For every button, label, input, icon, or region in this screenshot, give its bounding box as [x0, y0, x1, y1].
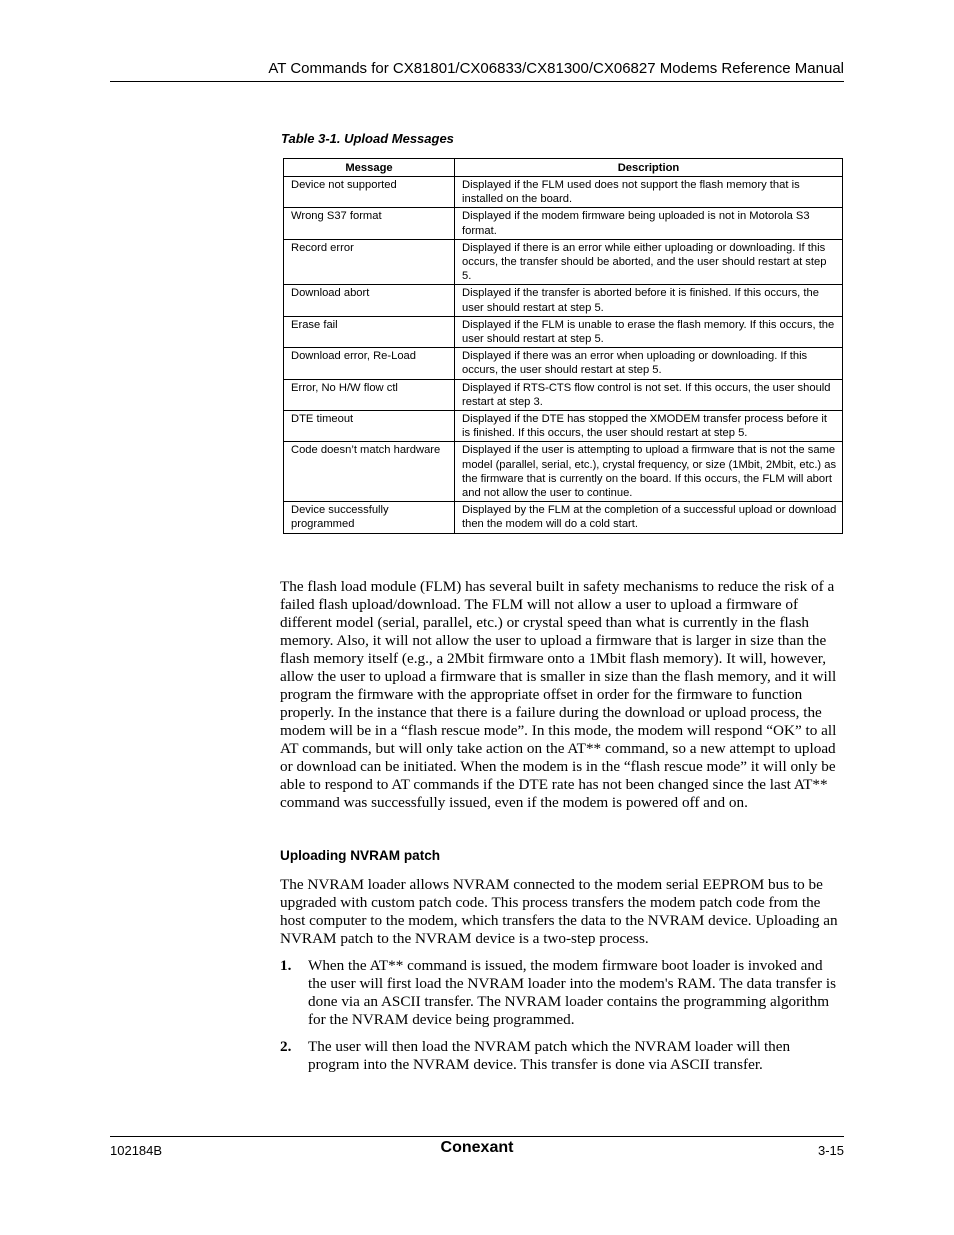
table-row: [284, 502, 843, 533]
table-row: [284, 239, 843, 285]
step-list: [280, 957, 844, 1029]
table-row: [284, 442, 843, 502]
message-cell: Error, No H/W flow ctl: [284, 379, 455, 410]
message-cell: Erase fail: [284, 316, 455, 347]
table-row: [284, 285, 843, 316]
description-cell: Displayed if there was an error when uploading or downloading. If this occurs, the user should restart at step 5.: [455, 348, 843, 379]
section-heading: Uploading NVRAM patch: [280, 848, 441, 863]
description-cell: Displayed if the DTE has stopped the XMODEM transfer process before it is finished. If this occurs, the user should restart at step 5.: [455, 411, 843, 442]
column-header-message: Message: [284, 159, 455, 177]
table-row: [284, 379, 843, 410]
table-row: [284, 208, 843, 239]
header-title: AT Commands for CX81801/CX06833/CX81300/CX06827 Modems Reference Manual: [268, 60, 844, 77]
step-number: 1.: [280, 957, 292, 974]
table-row: [284, 411, 843, 442]
message-cell: DTE timeout: [284, 411, 455, 442]
page-footer: [110, 1136, 844, 1161]
doc-number: 102184B: [110, 1143, 163, 1158]
description-cell: Displayed if the modem firmware being uploaded is not in Motorola S3 format.: [455, 208, 843, 239]
nvram-loader-paragraph: The NVRAM loader allows NVRAM connected to the modem serial EEPROM bus to be upgraded with custom patch code. This process transfers the modem patch code from the host computer to the modem, which transfers the data to the NVRAM device. Uploading an NVRAM patch to the NVRAM device is a two-step process.: [280, 876, 838, 947]
table-caption: Table 3-1. Upload Messages: [281, 131, 454, 146]
message-cell: Wrong S37 format: [284, 208, 455, 239]
message-cell: Device successfully programmed: [284, 502, 455, 533]
message-cell: Device not supported: [284, 177, 455, 208]
step-list: [280, 1038, 844, 1074]
description-cell: Displayed if the user is attempting to upload a firmware that is not the same model (parallel, serial, etc.), crystal frequency, or size (1Mbit, 2Mbit, etc.) as the firmware that is currently on the board. If this occurs, the FLM will abort and not allow the user to continue.: [455, 442, 843, 502]
description-cell: Displayed if the transfer is aborted before it is finished. If this occurs, the user should restart at step 5.: [455, 285, 843, 316]
message-cell: Download abort: [284, 285, 455, 316]
table-row: [284, 316, 843, 347]
step-item: [280, 1038, 844, 1074]
message-cell: Download error, Re-Load: [284, 348, 455, 379]
company-name: Conexant: [440, 1139, 514, 1156]
description-cell: Displayed if the FLM used does not support the flash memory that is installed on the board.: [455, 177, 843, 208]
message-cell: Record error: [284, 239, 455, 285]
description-cell: Displayed if RTS-CTS flow control is not set. If this occurs, the user should restart at step 3.: [455, 379, 843, 410]
table-row: [284, 348, 843, 379]
description-cell: Displayed if the FLM is unable to erase the flash memory. If this occurs, the user should restart at step 5.: [455, 316, 843, 347]
message-cell: Code doesn’t match hardware: [284, 442, 455, 502]
step-item: [280, 957, 844, 1029]
step-text: When the AT** command is issued, the modem firmware boot loader is invoked and the user will first load the NVRAM loader into the modem's RAM. The data transfer is done via an ASCII transfer. The NVRAM loader contains the programming algorithm for the NVRAM device being programmed.: [308, 957, 837, 1028]
description-cell: Displayed by the FLM at the completion of a successful upload or download then the modem will do a cold start.: [455, 502, 843, 533]
table-row: [284, 177, 843, 208]
column-header-description: Description: [455, 159, 843, 177]
step-number: 2.: [280, 1038, 292, 1055]
table-header-row: [284, 159, 843, 177]
page-number: 3-15: [817, 1143, 844, 1158]
flm-safety-paragraph: The flash load module (FLM) has several built in safety mechanisms to reduce the risk of a failed flash upload/download. The FLM will not allow a user to upload a firmware of different model (serial, parallel, etc.) or crystal speed than what is currently in the flash memory. Also, it will not allow the user to upload a firmware that is larger in size than the flash memory itself (e.g., a 2Mbit firmware onto a 1Mbit flash memory). It will, however, allow the user to upload a firmware that is smaller in size than the flash memory, and it will program the firmware with the appropriate offset in order for the firmware to function properly. In the instance that there is a failure during the download or upload process, the modem will be in a “flash rescue mode”. In this mode, the modem will respond “OK” to all AT commands, but will only take action on the AT** command, so a new attempt to upload or download can be initiated. When the modem is in the “flash rescue mode” it will only be able to respond to AT commands if the DTE rate has not been changed since the last AT** command was successfully issued, even if the modem is powered off and on.: [280, 578, 837, 811]
page-header: [110, 58, 844, 82]
description-cell: Displayed if there is an error while either uploading or downloading. If this occurs, the transfer should be aborted, and the user should restart at step 5.: [455, 239, 843, 285]
step-text: The user will then load the NVRAM patch which the NVRAM loader will then program into the NVRAM device. This transfer is done via ASCII transfer.: [308, 1038, 791, 1073]
upload-messages-table: [283, 158, 843, 534]
